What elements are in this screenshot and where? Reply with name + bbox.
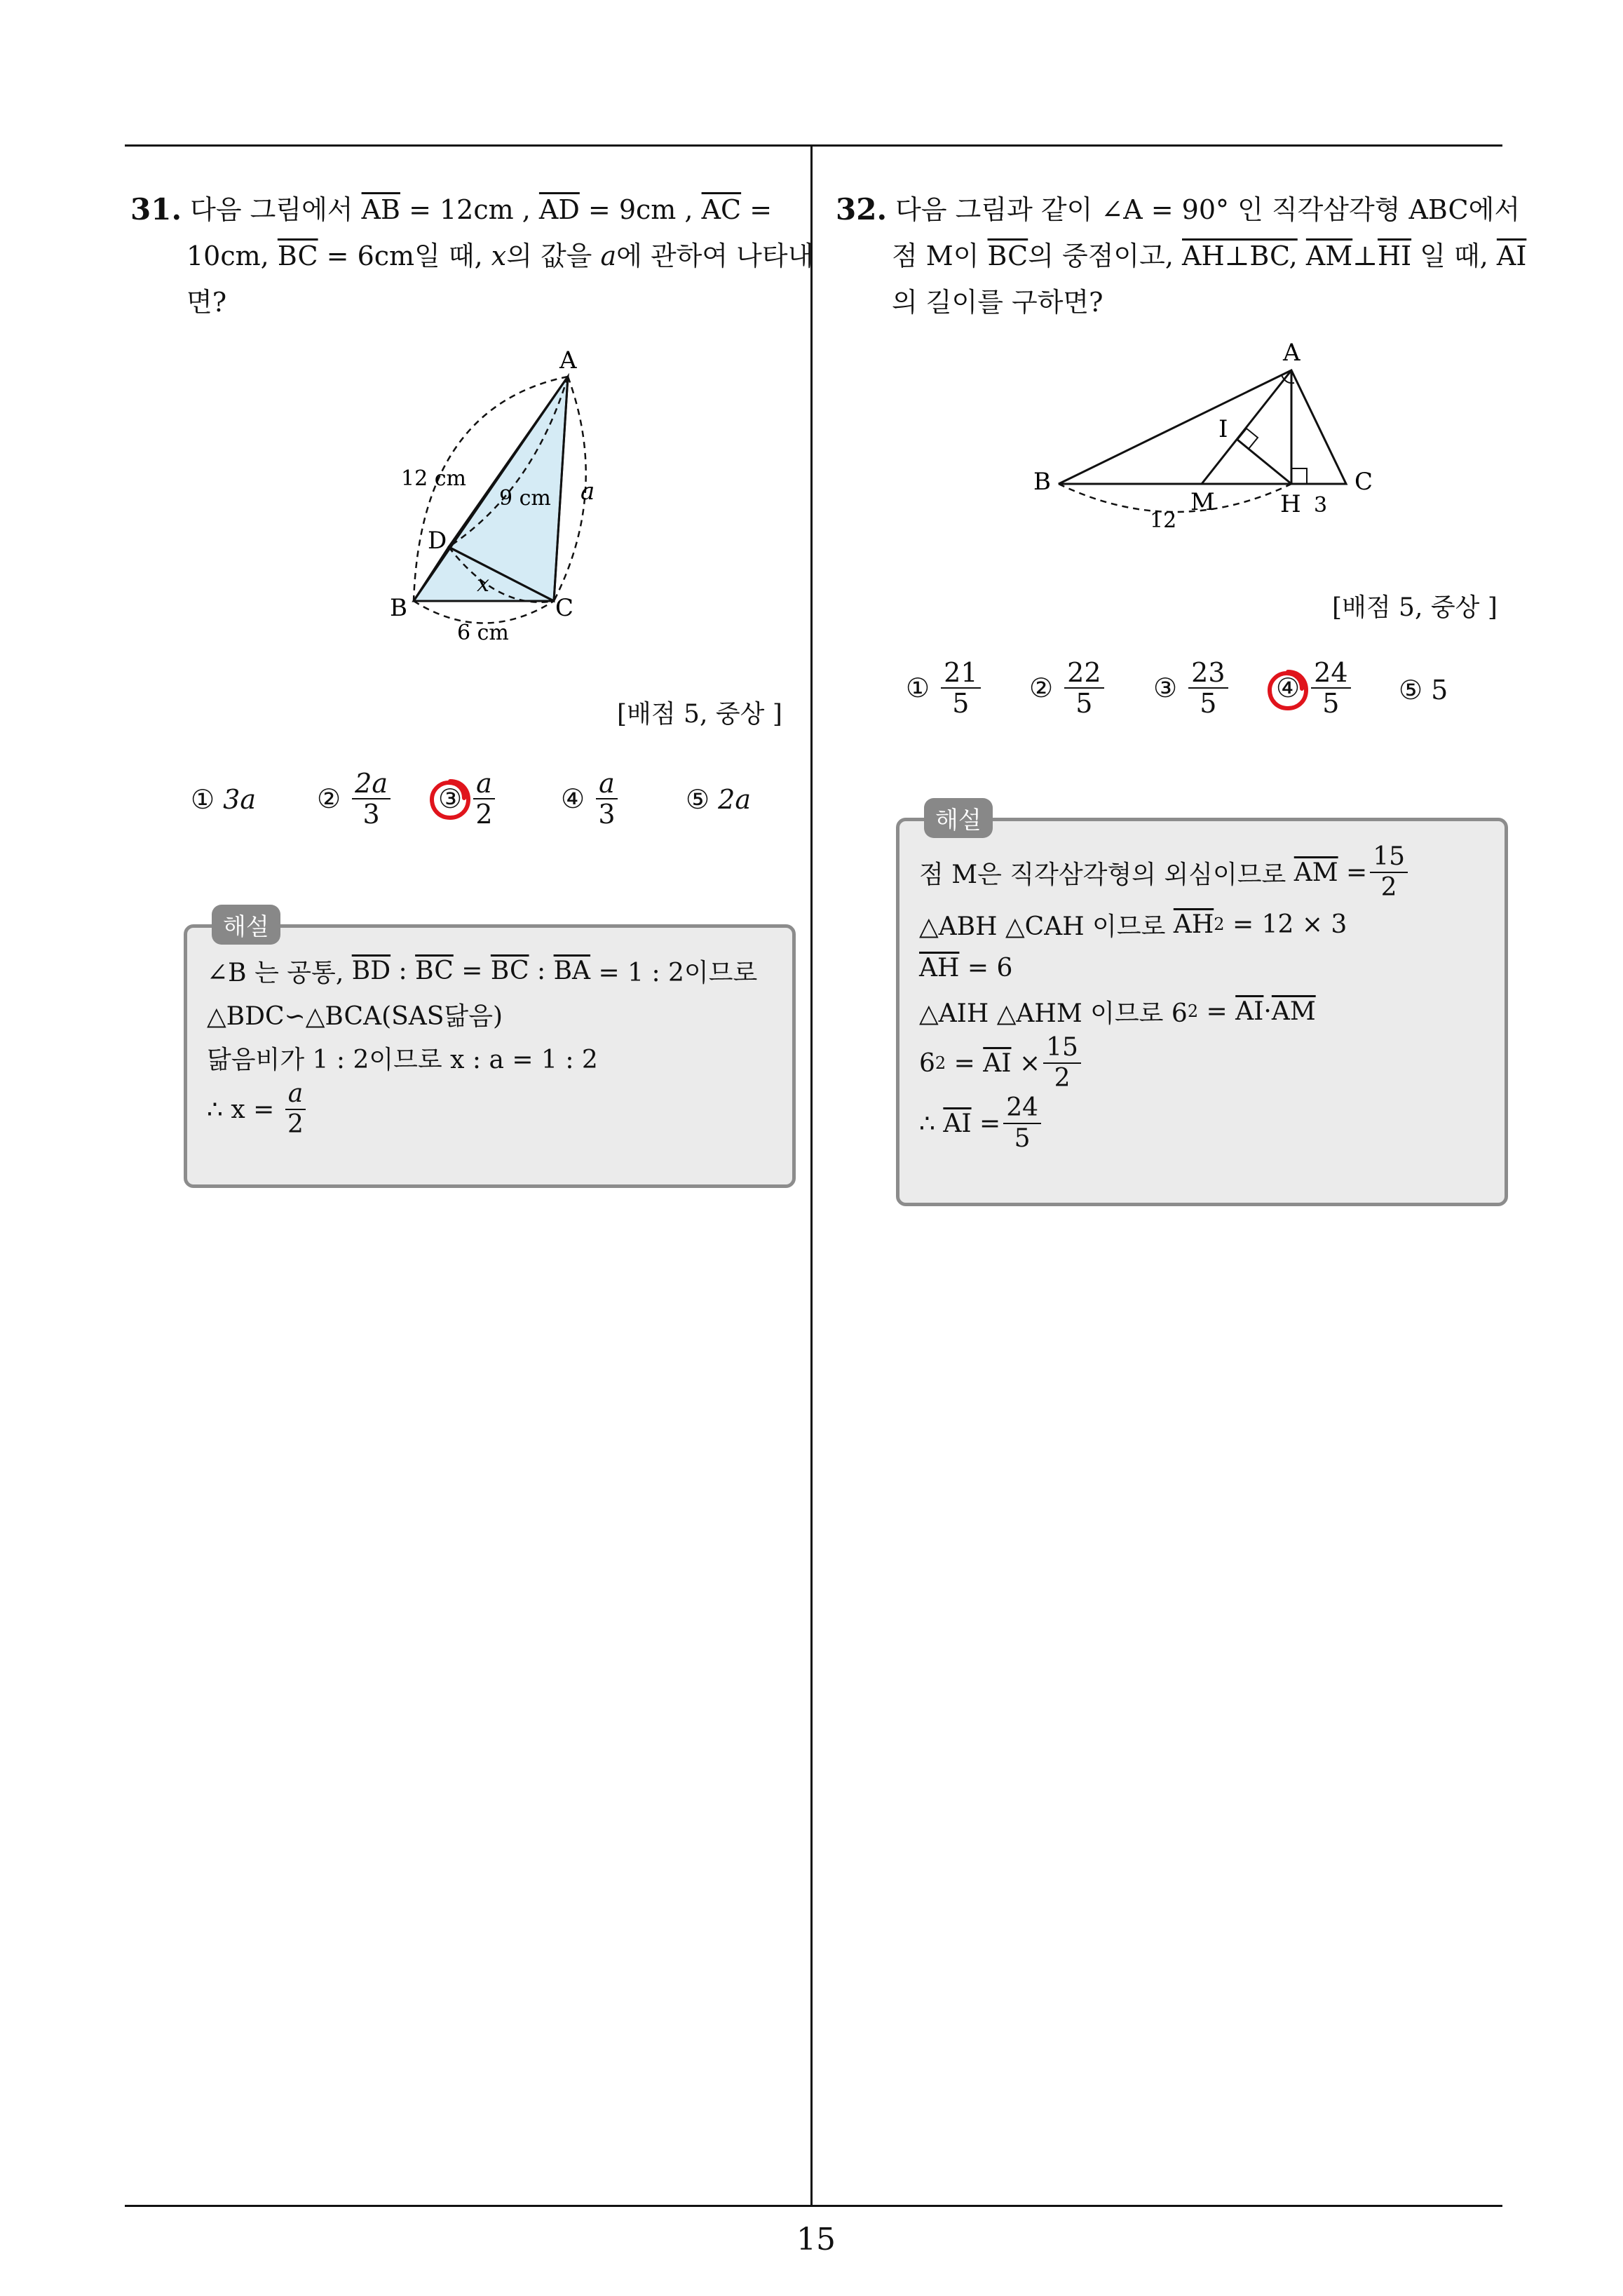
sol-eq: =: [979, 1109, 1001, 1138]
sol-fraction-1: $\frac{15}{2}$: [1370, 842, 1408, 903]
q32-l2a: 점 M이: [892, 241, 979, 271]
q31-sol-line4: [207, 1079, 773, 1140]
seg-ah: $\overline{AH}$: [1173, 910, 1214, 939]
q31-sol-line2: [207, 992, 773, 1036]
q31-label-var-x: x: [477, 570, 490, 597]
q31-line3: [130, 279, 800, 325]
q32-sol-line3: [919, 946, 1485, 990]
sol-eq: =: [1206, 997, 1228, 1026]
q32-label-a: A: [1283, 339, 1301, 367]
q32-sol-line6: [919, 1093, 1485, 1154]
seg-bc: $\overline{BC}$: [415, 956, 454, 985]
page-number: 15: [796, 2222, 836, 2257]
seg-am: $\overline{AM}$: [1271, 997, 1316, 1026]
choice-fraction: $\frac{2a}{3}$: [352, 769, 391, 829]
q32-figure: [1024, 337, 1388, 540]
seg-ab: $\overline{AB}$: [361, 194, 400, 225]
sol-text: ∠B 는 공통,: [207, 958, 344, 987]
q32-solution-tag: 해설: [924, 798, 993, 838]
q32-choice-2[interactable]: [1029, 658, 1107, 718]
q31-line2: [130, 233, 814, 279]
sol-text: = 12 × 3: [1232, 910, 1347, 939]
choice-mark: ③: [1153, 673, 1178, 703]
q31-l2d: 에 관하여 나타내: [616, 241, 814, 271]
q32-right-angle-i: [1237, 428, 1258, 449]
q31-label-c: C: [555, 594, 574, 622]
q31-l2b: = 6cm일 때,: [326, 241, 483, 271]
q32-right-angle-h: [1291, 468, 1307, 484]
q31-len-ab: 12 cm: [401, 466, 466, 491]
seg-ba: $\overline{BA}$: [553, 956, 591, 985]
choice-fraction: $\frac{23}{5}$: [1188, 658, 1228, 718]
sol-colon-2: :: [536, 956, 546, 985]
sol-fraction: $\frac{a}{2}$: [285, 1079, 306, 1140]
q32-sol-line2: [919, 903, 1485, 946]
choice-value: 5: [1431, 675, 1448, 705]
choice-mark: ①: [191, 784, 215, 815]
q32-line3: [836, 279, 1505, 325]
q32-number: 32.: [836, 192, 888, 227]
choice-fraction: $\frac{a}{2}$: [473, 769, 495, 829]
seg-ac: $\overline{AC}$: [701, 194, 742, 225]
q31-number: 31.: [130, 192, 182, 227]
q32-l2c: 일 때,: [1420, 241, 1488, 271]
choice-fraction: $\frac{a}{3}$: [596, 769, 618, 829]
var-a: a: [600, 241, 617, 271]
sol-text: △ABH △CAH 이므로: [919, 912, 1166, 941]
q32-arc-bh: [1059, 484, 1291, 512]
sol-text: ∴ x =: [207, 1095, 275, 1124]
q32-line2: [836, 233, 1527, 279]
q32-text: 다음 그림과 같이 ∠A = 90° 인 직각삼각형 ABC에서: [895, 194, 1521, 225]
q31-label-var-a: a: [580, 478, 595, 506]
q32-line1: [836, 187, 1521, 233]
q32-len-bh: 12: [1150, 508, 1177, 533]
var-x: x: [491, 241, 507, 271]
sol-exponent: 2: [1214, 914, 1225, 934]
q32-score: [배점 5, 중상 ]: [1332, 593, 1498, 622]
q31-len-ad: 9 cm: [499, 486, 551, 511]
sol-fraction-3: $\frac{24}{5}$: [1003, 1093, 1041, 1154]
sol-text: △BDC∽△BCA(SAS닮음): [207, 1001, 503, 1031]
sol-dot: ·: [1263, 997, 1272, 1026]
q32-label-m: M: [1190, 488, 1215, 516]
sol-text: 점 M은 직각삼각형의 외심이므로: [919, 860, 1286, 889]
q32-l3: 의 길이를 구하면?: [892, 287, 1103, 318]
seg-ai: $\overline{AI}$: [1235, 997, 1264, 1026]
seg-bc: $\overline{BC}$: [277, 241, 318, 271]
top-rule: [125, 144, 1502, 147]
seg-ai: $\overline{AI}$: [943, 1109, 972, 1138]
q31-score: [배점 5, 중상 ]: [617, 700, 782, 729]
q31-l3: 면?: [186, 287, 227, 318]
q32-len-hc: 3: [1314, 493, 1328, 518]
seg-bc-2: $\overline{BC}$: [490, 956, 529, 985]
q31-sol-line3: [207, 1036, 773, 1079]
q31-text: 다음 그림에서: [190, 194, 353, 225]
q31-eq-ac: =: [749, 194, 773, 225]
sol-text: 6: [919, 1048, 935, 1078]
q32-choice-5[interactable]: [1399, 675, 1448, 705]
sol-times: ×: [1019, 1048, 1041, 1078]
q31-label-b: B: [390, 594, 407, 622]
q31-eq-ab: = 12cm ,: [409, 194, 531, 225]
sol-text: 닮음비가 1 : 2이므로 x : a = 1 : 2: [207, 1045, 598, 1074]
q31-answer-circle: [428, 777, 473, 822]
column-divider: [810, 144, 813, 2206]
q31-choice-4[interactable]: [561, 769, 620, 829]
sol-eq: =: [953, 1048, 975, 1078]
seg-am: $\overline{AM}$: [1293, 858, 1338, 887]
choice-mark: ④: [1276, 673, 1301, 703]
q32-choice-1[interactable]: [906, 658, 984, 718]
q32-label-c: C: [1354, 468, 1373, 496]
choice-fraction: $\frac{24}{5}$: [1311, 658, 1350, 718]
q32-triangle-abc: [1059, 370, 1346, 484]
perp-sign: ⊥: [1352, 241, 1378, 271]
sol-text: = 6: [967, 953, 1013, 982]
seg-am: $\overline{AM}$: [1305, 241, 1353, 271]
q31-line1: [130, 187, 800, 233]
seg-bd: $\overline{BD}$: [351, 956, 391, 985]
q32-choice-3[interactable]: [1153, 658, 1231, 718]
sol-colon: :: [398, 956, 407, 985]
q32-question: [836, 187, 1527, 325]
bottom-rule: [125, 2205, 1502, 2207]
q31-sol-line1: [207, 949, 773, 992]
choice-value: 3a: [223, 784, 257, 815]
q32-sol-line1: [919, 842, 1485, 903]
seg-ah: $\overline{AH}$: [919, 953, 960, 982]
choice-fraction: $\frac{21}{5}$: [941, 658, 980, 718]
sol-ratio: = 1 : 2이므로: [598, 958, 758, 987]
choice-value: 2a: [718, 784, 752, 815]
q31-arc-bc: [414, 601, 554, 623]
q32-label-b: B: [1033, 468, 1051, 496]
q31-solution-tag: 해설: [212, 905, 280, 945]
choice-mark: ⑤: [1399, 675, 1423, 705]
choice-mark: ②: [317, 783, 341, 814]
q32-l2b: 의 중점이고,: [1028, 241, 1174, 271]
q32-sol-line5: [919, 1033, 1485, 1093]
choice-mark: ⑤: [686, 784, 710, 815]
q31-choice-2[interactable]: [317, 769, 393, 829]
q32-label-i: I: [1218, 415, 1228, 443]
q31-l2c: 의 값을: [506, 241, 592, 271]
q31-figure: [379, 337, 631, 645]
seg-hi: $\overline{HI}$: [1377, 241, 1412, 271]
q32-label-h: H: [1280, 490, 1301, 518]
seg-ai: $\overline{AI}$: [1496, 241, 1527, 271]
sol-eq: =: [461, 956, 483, 985]
q31-choice-5[interactable]: [686, 784, 751, 815]
q31-label-a: A: [559, 346, 577, 374]
choice-mark: ②: [1029, 673, 1054, 703]
choice-fraction: $\frac{22}{5}$: [1064, 658, 1103, 718]
q31-choice-1[interactable]: [191, 784, 256, 815]
q32-seg-am: [1202, 370, 1291, 484]
sol-text: △AIH △AHM 이므로 6: [919, 999, 1188, 1028]
choice-mark: ①: [906, 673, 930, 703]
seg-bc: $\overline{BC}$: [987, 241, 1028, 271]
q31-len-bc: 6 cm: [457, 621, 509, 645]
ah-perp-bc: AH⊥BC,: [1182, 241, 1298, 271]
q31-question: [130, 187, 814, 325]
sol-fraction-2: $\frac{15}{2}$: [1043, 1033, 1081, 1093]
q32-sol-line4: [919, 990, 1485, 1033]
sol-therefore: ∴: [919, 1109, 935, 1138]
choice-mark: ③: [438, 783, 463, 814]
q31-solution-box: [184, 924, 796, 1188]
seg-ai: $\overline{AI}$: [983, 1048, 1012, 1078]
sol-exponent: 2: [1187, 1001, 1199, 1021]
seg-ad: $\overline{AD}$: [538, 194, 580, 225]
sol-exponent: 2: [935, 1053, 946, 1073]
q31-label-d: D: [428, 527, 447, 555]
q32-solution-box: [896, 818, 1508, 1206]
choice-mark: ④: [561, 783, 585, 814]
q32-answer-circle: [1265, 668, 1310, 713]
q31-eq-ad: = 9cm ,: [588, 194, 693, 225]
sol-eq: =: [1346, 858, 1368, 887]
q31-l2a: 10cm,: [186, 241, 269, 271]
